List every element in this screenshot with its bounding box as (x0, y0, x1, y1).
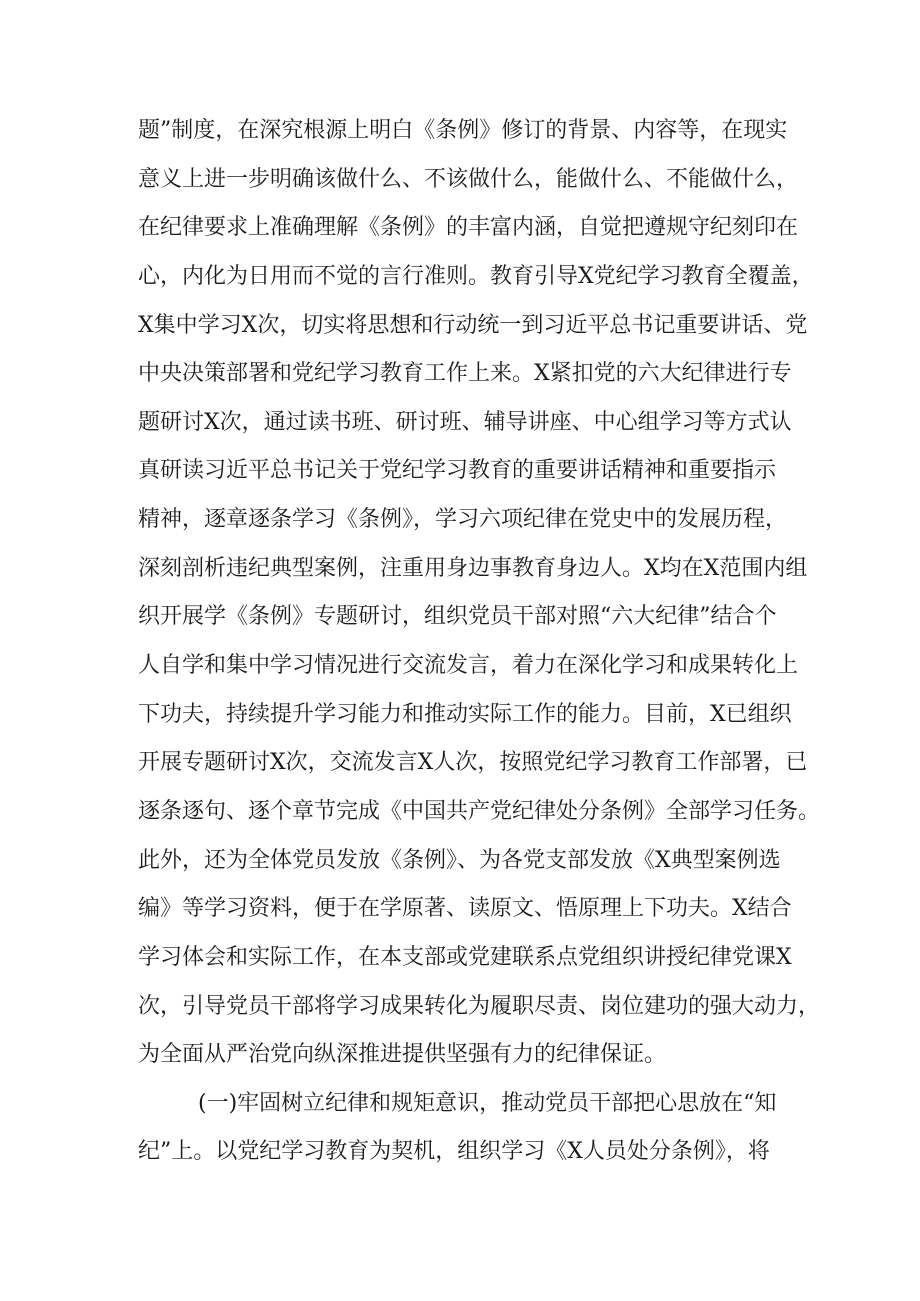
text-line-13: 下功夫，持续提升学习能力和推动实际工作的能力。目前，X已组织 (138, 701, 792, 727)
text-line-14: 开展专题研讨X次，交流发言X人次，按照党纪学习教育工作部署，已 (138, 750, 808, 776)
text-line-10: 深刻剖析违纪典型案例，注重用身边事教育身边人。X均在X范围内组 (138, 555, 808, 581)
text-line-6: 中央决策部署和党纪学习教育工作上来。X紧扣党的六大纪律进行专 (138, 361, 792, 387)
section-heading-line: (一)牢固树立纪律和规矩意识，推动党员干部把心思放在“知 (198, 1090, 777, 1116)
text-line-1: 题”制度，在深究根源上明白《条例》修订的背景、内容等，在现实 (138, 118, 788, 143)
text-line-16: 此外，还为全体党员发放《条例》、为各党支部发放《X典型案例选 (138, 847, 781, 873)
text-line-5: X集中学习X次，切实将思想和行动统一到习近平总书记重要讲话、党 (138, 312, 808, 338)
text-line-7: 题研讨X次，通过读书班、研讨班、辅导讲座、中心组学习等方式认 (138, 409, 792, 435)
text-line-12: 人自学和集中学习情况进行交流发言，着力在深化学习和成果转化上 (138, 653, 799, 679)
text-line-18: 学习体会和实际工作，在本支部或党建联系点党组织讲授纪律党课X (138, 944, 792, 970)
text-line-22: 纪”上。以党纪学习教育为契机，组织学习《X人员处分条例》，将 (138, 1139, 770, 1165)
text-line-15: 逐条逐句、逐个章节完成《中国共产党纪律处分条例》全部学习任务。 (138, 798, 821, 824)
text-line-3: 在纪律要求上准确理解《条例》的丰富内涵，自觉把遵规守纪刻印在 (138, 215, 799, 241)
text-line-20: 为全面从严治党向纵深推进提供坚强有力的纪律保证。 (138, 1042, 667, 1068)
text-line-9: 精神，逐章逐条学习《条例》，学习六项纪律在党史中的发展历程， (138, 507, 788, 533)
text-line-8: 真研读习近平总书记关于党纪学习教育的重要讲话精神和重要指示 (138, 458, 777, 484)
text-line-2: 意义上进一步明确该做什么、不该做什么，能做什么、不能做什么， (138, 166, 799, 192)
text-line-19: 次，引导党员干部将学习成果转化为履职尽责、岗位建功的强大动力， (138, 993, 821, 1019)
text-line-4: 心，内化为日用而不觉的言行准则。教育引导X党纪学习教育全覆盖， (138, 263, 814, 289)
text-line-17: 编》等学习资料，便于在学原著、读原文、悟原理上下功夫。X结合 (138, 896, 792, 922)
text-line-11: 织开展学《条例》专题研讨，组织党员干部对照“六大纪律”结合个 (138, 604, 777, 630)
document-body (138, 107, 821, 1177)
